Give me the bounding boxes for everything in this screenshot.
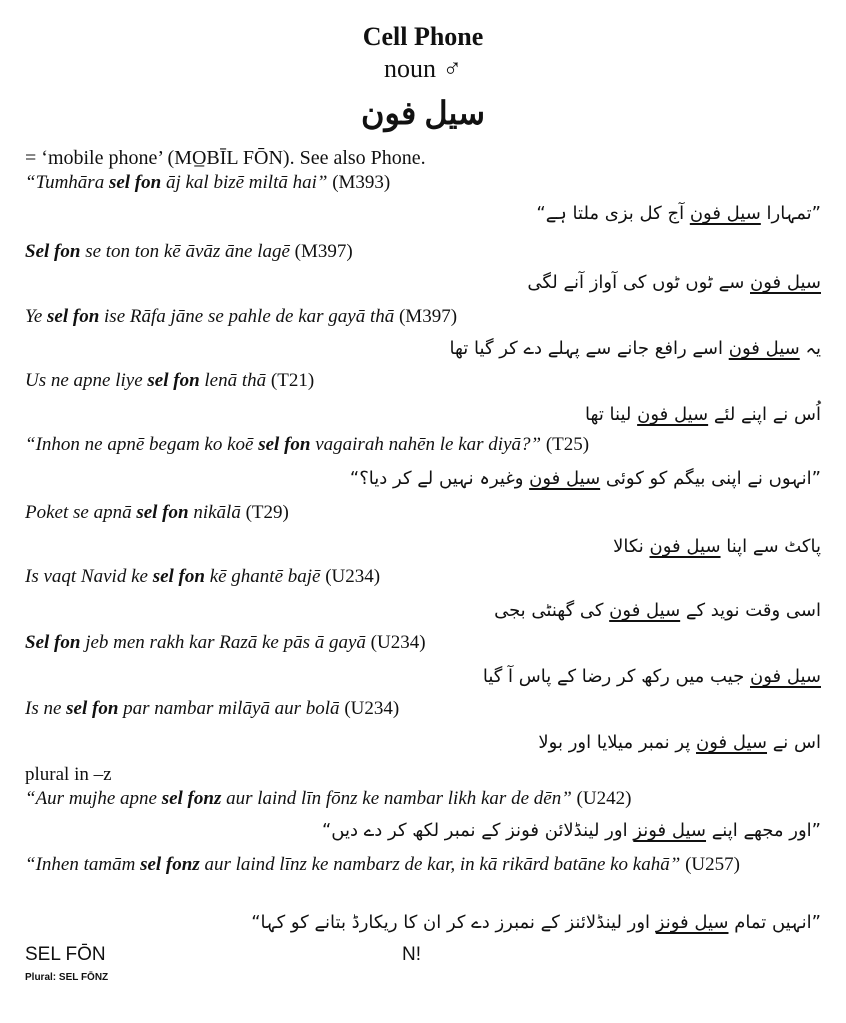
example-translit: “Tumhāra sel fon āj kal bizē miltā hai” (M393)	[25, 172, 391, 193]
example-translit: Is vaqt Navid ke sel fon kē ghantē bajē (U234)	[25, 566, 381, 587]
example-urdu: سیل فون سے ٹوں ٹوں کی آواز آنے لگی	[527, 272, 821, 293]
urdu-headword: سیل فون	[360, 95, 486, 131]
definition: = ‘mobile phone’ (MO̲BĪL FŌN). See also Phone.	[25, 147, 426, 169]
example-translit: Poket se apnā sel fon nikālā (T29)	[25, 502, 289, 523]
example-urdu: سیل فون جیب میں رکھ کر رضا کے پاس آ گیا	[482, 666, 821, 687]
example-urdu: اُس نے اپنے لئے سیل فون لینا تھا	[585, 404, 821, 425]
part-of-speech: noun ♂	[384, 54, 462, 83]
example-translit: Sel fon jeb men rakh kar Razā ke pās ā gayā (U234)	[25, 632, 426, 653]
example-translit: Is ne sel fon par nambar milāyā aur bolā (U234)	[25, 698, 400, 719]
example-urdu: یہ سیل فون اسے رافع جانے سے پہلے دے کر گیا تھا	[449, 338, 821, 359]
plural-note: plural in –z	[25, 764, 112, 785]
example-translit: Ye sel fon ise Rāfa jāne se pahle de kar gayā thā (M397)	[25, 306, 458, 327]
example-urdu: اسی وقت نوید کے سیل فون کی گھنٹی بجی	[494, 600, 821, 621]
gender-mark: N!	[402, 944, 421, 965]
plural-example-urdu: ”انہیں تمام سیل فونز اور لینڈلائنز کے نمبرز دے کر ان کا ریکارڈ بتانے کو کہا“	[251, 912, 821, 933]
plural-form: Plural: SEL FŌNZ	[25, 972, 109, 983]
plural-example-translit: “Aur mujhe apne sel fonz aur laind līn fōnz ke nambar likh kar de dēn” (U242)	[25, 788, 632, 809]
entry-title: Cell Phone	[362, 22, 484, 51]
example-urdu: اس نے سیل فون پر نمبر میلایا اور بولا	[538, 732, 821, 753]
example-translit: Us ne apne liye sel fon lenā thā (T21)	[25, 370, 315, 391]
example-urdu: ”تمہارا سیل فون آج کل بزی ملتا ہے“	[536, 203, 821, 224]
example-translit: “Inhon ne apnē begam ko koē sel fon vagairah nahēn le kar diyā?” (T25)	[25, 434, 590, 455]
plural-example-translit: “Inhen tamām sel fonz aur laind līnz ke nambarz de kar, in kā rikārd batāne ko kahā” (U257)	[25, 854, 740, 875]
example-translit: Sel fon se ton ton kē āvāz āne lagē (M397)	[25, 241, 353, 262]
pronunciation: SEL FŌN	[25, 944, 106, 965]
plural-example-urdu: ”اور مجھے اپنے سیل فونز اور لینڈلائن فونز کے نمبر لکھ کر دے دیں“	[321, 820, 821, 841]
example-urdu: پاکٹ سے اپنا سیل فون نکالا	[613, 536, 821, 557]
example-urdu: ”انہوں نے اپنی بیگم کو کوئی سیل فون وغیرہ نہیں لے کر دیا؟“	[349, 468, 821, 489]
